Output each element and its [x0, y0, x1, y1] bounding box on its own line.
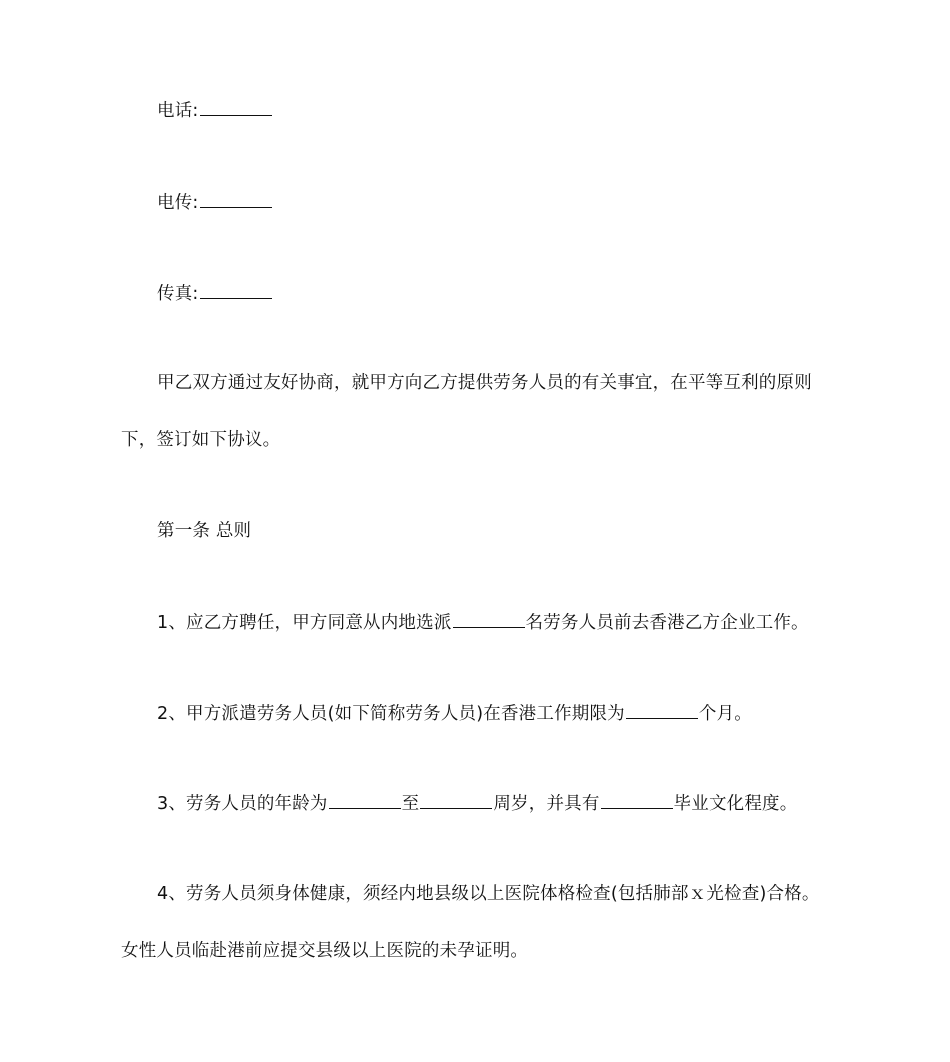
clause-2-blank: [626, 701, 698, 719]
intro-paragraph-line1: 甲乙双方通过友好协商，就甲方向乙方提供劳务人员的有关事宜，在平等互利的原则: [157, 373, 812, 393]
clause-3-part2: 至: [401, 794, 420, 814]
clause-2-suffix: 个月。: [698, 704, 752, 724]
article-heading: 第一条 总则: [157, 521, 252, 541]
clause-3-part4: 毕业文化程度。: [673, 794, 798, 814]
clause-3-part3: 周岁，并具有: [493, 794, 600, 814]
clause-1-prefix: 1、应乙方聘任，甲方同意从内地选派: [157, 613, 452, 633]
clause-1-blank: [453, 610, 525, 628]
fax-label: 传真:: [157, 284, 199, 304]
clause-1: [157, 610, 809, 635]
telex-line: [157, 190, 273, 215]
clause-4-line1: 4、劳务人员须身体健康，须经内地县级以上医院体格检查(包括肺部ｘ光检查)合格。: [157, 884, 820, 904]
clause-4-line2: 女性人员临赴港前应提交县级以上医院的未孕证明。: [121, 941, 529, 961]
telex-label: 电传:: [157, 193, 199, 213]
intro-paragraph-line2: 下，签订如下协议。: [121, 430, 281, 450]
clause-3-age-max-blank: [420, 791, 492, 809]
fax-blank: [200, 281, 272, 299]
clause-3: [157, 791, 797, 816]
phone-blank: [200, 98, 272, 116]
phone-label: 电话:: [157, 101, 199, 121]
phone-line: [157, 98, 273, 123]
telex-blank: [200, 190, 272, 208]
clause-3-education-blank: [601, 791, 673, 809]
clause-2-prefix: 2、甲方派遣劳务人员(如下简称劳务人员)在香港工作期限为: [157, 704, 625, 724]
clause-2: [157, 701, 752, 726]
clause-3-age-min-blank: [329, 791, 401, 809]
clause-3-part1: 3、劳务人员的年龄为: [157, 794, 328, 814]
clause-1-suffix: 名劳务人员前去香港乙方企业工作。: [525, 613, 809, 633]
fax-line: [157, 281, 273, 306]
